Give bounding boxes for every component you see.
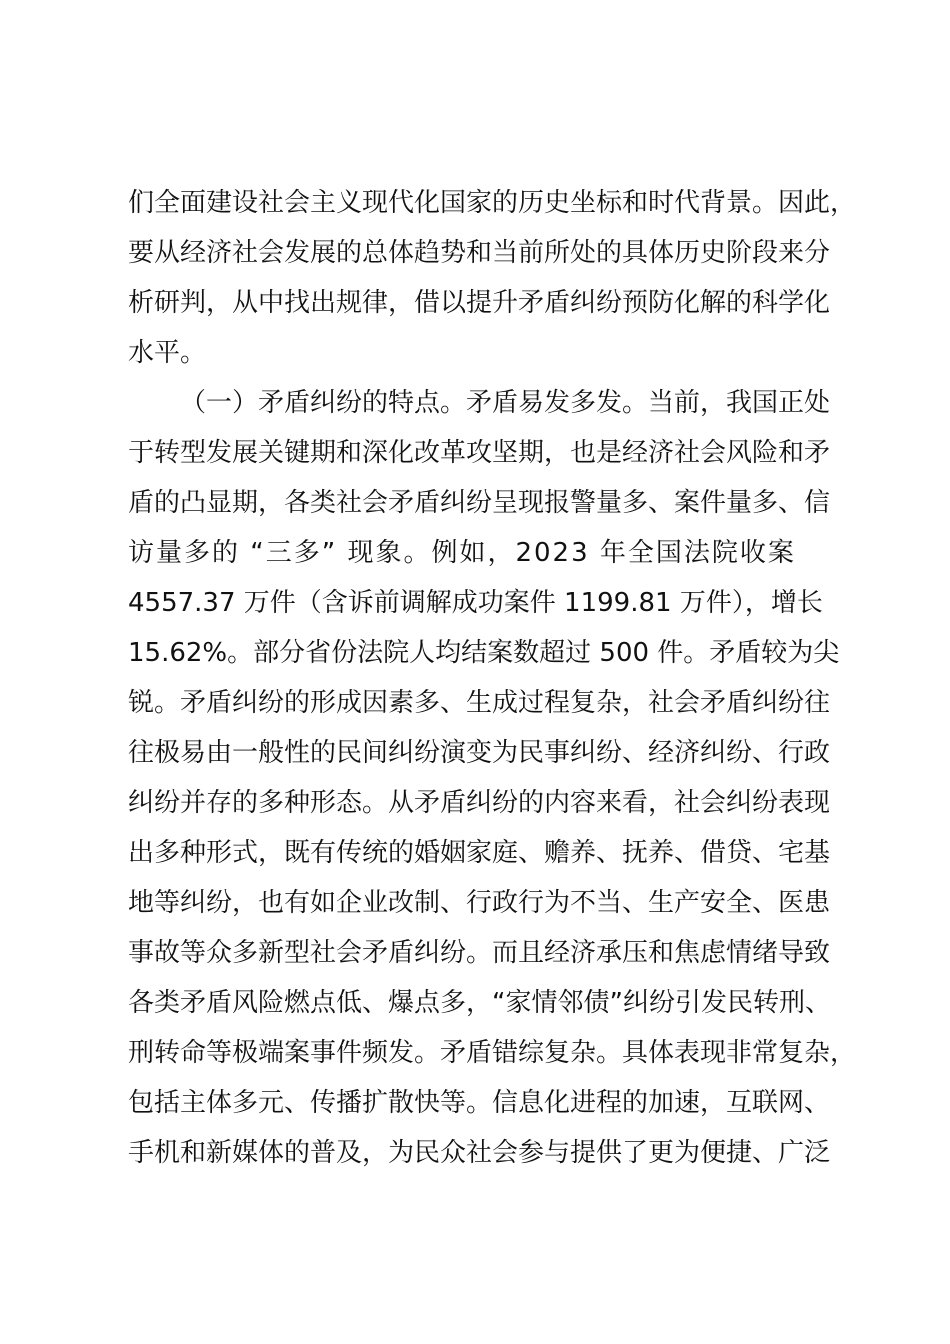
paragraph-heading-line: （一）矛盾纠纷的特点。矛盾易发多发。当前，我国正处 — [180, 388, 831, 418]
text-line: 们全面建设社会主义现代化国家的历史坐标和时代背景。因此， — [128, 188, 857, 218]
text-line: 往极易由一般性的民间纠纷演变为民事纠纷、经济纠纷、行政 — [128, 738, 831, 768]
text-line: 盾的凸显期，各类社会矛盾纠纷呈现报警量多、案件量多、信 — [128, 488, 831, 518]
text-line: 15.62%。部分省份法院人均结案数超过 500 件。矛盾较为尖 — [128, 638, 840, 668]
text-line: 手机和新媒体的普及，为民众社会参与提供了更为便捷、广泛 — [128, 1138, 831, 1168]
text-line: 析研判，从中找出规律，借以提升矛盾纠纷预防化解的科学化 — [128, 288, 831, 318]
text-line: 水平。 — [128, 338, 207, 368]
text-line: 事故等众多新型社会矛盾纠纷。而且经济承压和焦虑情绪导致 — [128, 938, 831, 968]
text-line: 锐。矛盾纠纷的形成因素多、生成过程复杂，社会矛盾纠纷往 — [128, 688, 831, 718]
body-text — [128, 178, 857, 1178]
text-line: 要从经济社会发展的总体趋势和当前所处的具体历史阶段来分 — [128, 238, 831, 268]
text-line: 包括主体多元、传播扩散快等。信息化进程的加速，互联网、 — [128, 1088, 831, 1118]
text-line: 于转型发展关键期和深化改革攻坚期，也是经济社会风险和矛 — [128, 438, 831, 468]
text-line: 地等纠纷，也有如企业改制、行政行为不当、生产安全、医患 — [128, 888, 831, 918]
text-line: 出多种形式，既有传统的婚姻家庭、赡养、抚养、借贷、宅基 — [128, 838, 831, 868]
text-line: 刑转命等极端案事件频发。矛盾错综复杂。具体表现非常复杂， — [128, 1038, 857, 1068]
text-line: 纠纷并存的多种形态。从矛盾纠纷的内容来看，社会纠纷表现 — [128, 788, 831, 818]
text-line: 访量多的 “三多” 现象。例如，2023 年全国法院收案 — [128, 538, 796, 568]
text-line: 4557.37 万件（含诉前调解成功案件 1199.81 万件），增长 — [128, 588, 823, 618]
text-line: 各类矛盾风险燃点低、爆点多，“家情邻债”纠纷引发民转刑、 — [128, 988, 831, 1018]
